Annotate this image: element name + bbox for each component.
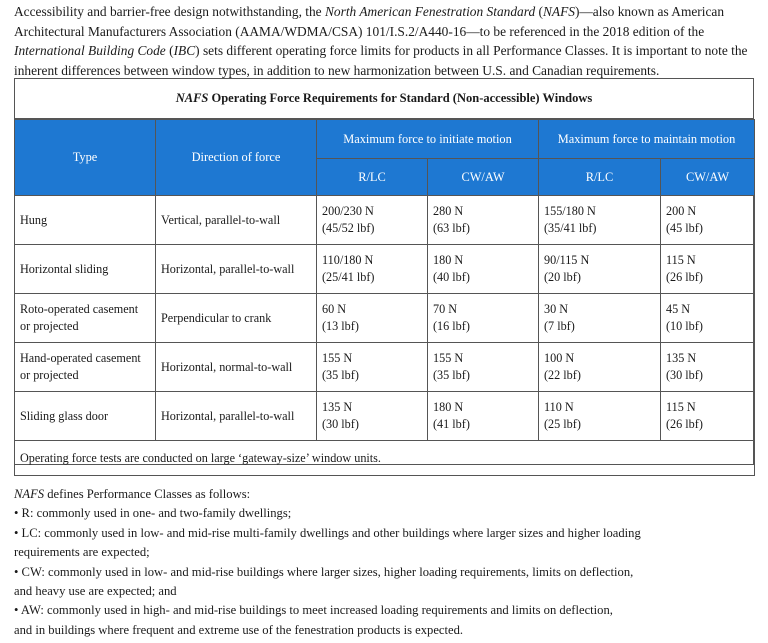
class-line: • R: commonly used in one- and two-family dwellings; bbox=[14, 506, 292, 521]
classes-intro bbox=[14, 485, 756, 504]
cell-maintain-rlc-line: (7 lbf) bbox=[544, 319, 575, 333]
cell-maintain-cwaw-line: 115 N bbox=[666, 400, 696, 414]
cell-type-line: Horizontal sliding bbox=[20, 261, 109, 276]
cell-initiate-rlc-line: 110/180 N bbox=[322, 253, 374, 267]
cell-maintain-rlc-line: (25 lbf) bbox=[544, 417, 581, 431]
cell-initiate-rlc-line: (45/52 lbf) bbox=[322, 221, 375, 235]
header-initiate-motion: Maximum force to initiate motion bbox=[317, 120, 539, 159]
header-initiate-rlc: R/LC bbox=[317, 159, 428, 196]
ibc-abbrev: IBC bbox=[173, 43, 196, 58]
cell-type-line: Sliding glass door bbox=[20, 408, 109, 423]
cell-initiate-cwaw bbox=[428, 343, 539, 392]
intro-text: Accessibility and barrier-free design notwithstanding, the bbox=[14, 4, 325, 19]
cell-type-line: or projected bbox=[20, 368, 79, 382]
cell-initiate-cwaw-line: 180 N bbox=[433, 253, 464, 267]
cell-initiate-rlc bbox=[317, 294, 428, 343]
cell-initiate-rlc-line: (35 lbf) bbox=[322, 368, 359, 382]
table-note-row bbox=[15, 441, 755, 476]
cell-maintain-rlc-line: 90/115 N bbox=[544, 253, 590, 267]
cell-initiate-rlc-line: (13 lbf) bbox=[322, 319, 359, 333]
header-direction: Direction of force bbox=[156, 120, 317, 196]
cell-maintain-rlc bbox=[539, 392, 661, 441]
class-line: • AW: commonly used in high- and mid-rise buildings to meet increased loading requirements and limits on deflection, bbox=[14, 603, 613, 618]
cell-maintain-cwaw-line: (26 lbf) bbox=[666, 270, 703, 284]
table-row bbox=[15, 343, 755, 392]
cell-initiate-rlc bbox=[317, 343, 428, 392]
intro-text: ( bbox=[165, 43, 174, 58]
cell-initiate-cwaw bbox=[428, 392, 539, 441]
cell-initiate-rlc-line: 135 N bbox=[322, 400, 353, 414]
cell-initiate-rlc-line: 60 N bbox=[322, 302, 347, 316]
cell-initiate-cwaw-line: (41 lbf) bbox=[433, 417, 470, 431]
cell-initiate-cwaw-line: 155 N bbox=[433, 351, 464, 365]
cell-initiate-rlc-line: (30 lbf) bbox=[322, 417, 359, 431]
intro-text: ( bbox=[535, 4, 543, 19]
cell-maintain-cwaw-line: (10 lbf) bbox=[666, 319, 703, 333]
cell-maintain-cwaw bbox=[661, 245, 755, 294]
cell-maintain-cwaw-line: (30 lbf) bbox=[666, 368, 703, 382]
class-line: requirements are expected; bbox=[14, 545, 150, 560]
cell-type-line: or projected bbox=[20, 319, 79, 333]
cell-initiate-cwaw bbox=[428, 294, 539, 343]
cell-maintain-rlc bbox=[539, 294, 661, 343]
cell-maintain-rlc bbox=[539, 196, 661, 245]
cell-maintain-cwaw bbox=[661, 392, 755, 441]
cell-initiate-cwaw-line: 280 N bbox=[433, 204, 464, 218]
cell-maintain-rlc bbox=[539, 343, 661, 392]
performance-classes bbox=[14, 485, 756, 640]
table-header-row bbox=[15, 120, 755, 159]
cell-type bbox=[15, 294, 156, 343]
cell-direction: Horizontal, parallel-to-wall bbox=[156, 245, 317, 294]
cell-maintain-rlc-line: 100 N bbox=[544, 351, 575, 365]
cell-initiate-rlc-line: 200/230 N bbox=[322, 204, 374, 218]
cell-type bbox=[15, 245, 156, 294]
cell-initiate-cwaw-line: 180 N bbox=[433, 400, 464, 414]
cell-direction: Horizontal, normal-to-wall bbox=[156, 343, 317, 392]
cell-initiate-cwaw-line: (35 lbf) bbox=[433, 368, 470, 382]
cell-initiate-rlc-line: (25/41 lbf) bbox=[322, 270, 375, 284]
table-row bbox=[15, 245, 755, 294]
cell-maintain-cwaw bbox=[661, 294, 755, 343]
cell-initiate-cwaw-line: (16 lbf) bbox=[433, 319, 470, 333]
class-line: and in buildings where frequent and extreme use of the fenestration products is expected. bbox=[14, 622, 464, 637]
class-line: and heavy use are expected; and bbox=[14, 584, 177, 599]
cell-initiate-rlc bbox=[317, 392, 428, 441]
cell-maintain-rlc-line: 155/180 N bbox=[544, 204, 596, 218]
table-row bbox=[15, 392, 755, 441]
cell-initiate-cwaw bbox=[428, 196, 539, 245]
cell-type bbox=[15, 343, 156, 392]
cell-maintain-cwaw bbox=[661, 343, 755, 392]
cell-maintain-cwaw-line: (45 lbf) bbox=[666, 221, 703, 235]
header-maintain-cwaw: CW/AW bbox=[661, 159, 755, 196]
classes-intro-text: defines Performance Classes as follows: bbox=[44, 487, 251, 501]
cell-type-line: Roto-operated casement bbox=[20, 302, 139, 316]
cell-maintain-cwaw-line: 45 N bbox=[666, 302, 691, 316]
nafs-full-name: North American Fenestration Standard bbox=[324, 4, 536, 19]
classes-intro-nafs: NAFS bbox=[14, 487, 45, 501]
nafs-abbrev: NAFS bbox=[542, 4, 575, 19]
cell-maintain-cwaw-line: 115 N bbox=[666, 253, 696, 267]
header-type: Type bbox=[15, 120, 156, 196]
table-note: Operating force tests are conducted on large ‘gateway-size’ window units. bbox=[15, 441, 755, 476]
cell-type-line: Hand-operated casement bbox=[20, 351, 141, 365]
cell-direction: Perpendicular to crank bbox=[156, 294, 317, 343]
table-title-text: Operating Force Requirements for Standard (Non-accessible) Windows bbox=[208, 91, 593, 105]
cell-maintain-cwaw-line: (26 lbf) bbox=[666, 417, 703, 431]
operating-force-table-frame bbox=[14, 78, 754, 465]
cell-maintain-cwaw-line: 135 N bbox=[666, 351, 697, 365]
cell-initiate-rlc bbox=[317, 245, 428, 294]
header-maintain-motion: Maximum force to maintain motion bbox=[539, 120, 755, 159]
table-title bbox=[15, 79, 753, 119]
cell-maintain-rlc-line: 30 N bbox=[544, 302, 569, 316]
cell-initiate-rlc-line: 155 N bbox=[322, 351, 353, 365]
table-row bbox=[15, 196, 755, 245]
cell-maintain-rlc-line: (22 lbf) bbox=[544, 368, 581, 382]
cell-maintain-cwaw-line: 200 N bbox=[666, 204, 697, 218]
class-line: • CW: commonly used in low- and mid-rise buildings where larger sizes, higher loading requirements, limits on deflection, bbox=[14, 564, 634, 579]
table-row bbox=[15, 294, 755, 343]
cell-maintain-rlc bbox=[539, 245, 661, 294]
intro-text: ) sets different operating force limits for products in all Performance Classes. It is important to note the inherent differences between window types, in addition to new harmonization between U.S. and Canadian requirements. bbox=[14, 43, 748, 78]
header-maintain-rlc: R/LC bbox=[539, 159, 661, 196]
cell-maintain-rlc-line: 110 N bbox=[544, 400, 574, 414]
ibc-full-name: International Building Code bbox=[14, 43, 166, 58]
cell-type bbox=[15, 196, 156, 245]
cell-direction: Vertical, parallel-to-wall bbox=[156, 196, 317, 245]
cell-direction: Horizontal, parallel-to-wall bbox=[156, 392, 317, 441]
table-title-nafs: NAFS bbox=[175, 91, 209, 105]
cell-maintain-rlc-line: (20 lbf) bbox=[544, 270, 581, 284]
cell-maintain-rlc-line: (35/41 lbf) bbox=[544, 221, 597, 235]
cell-initiate-cwaw-line: 70 N bbox=[433, 302, 458, 316]
cell-type bbox=[15, 392, 156, 441]
cell-initiate-cwaw bbox=[428, 245, 539, 294]
cell-maintain-cwaw bbox=[661, 196, 755, 245]
cell-type-line: Hung bbox=[20, 212, 48, 227]
intro-text: )—also known as American Architectural Manufacturers Association (AAMA/WDMA/CSA) 101/I.S.2/A440-16—to be referenced in the 2018 edition of the bbox=[14, 4, 725, 39]
header-initiate-cwaw: CW/AW bbox=[428, 159, 539, 196]
operating-force-table bbox=[14, 119, 755, 476]
cell-initiate-cwaw-line: (40 lbf) bbox=[433, 270, 470, 284]
cell-initiate-cwaw-line: (63 lbf) bbox=[433, 221, 470, 235]
cell-initiate-rlc bbox=[317, 196, 428, 245]
intro-paragraph bbox=[14, 2, 756, 80]
class-line: • LC: commonly used in low- and mid-rise multi-family dwellings and other buildings where larger sizes and higher loading bbox=[14, 525, 641, 540]
table-body bbox=[15, 196, 755, 441]
